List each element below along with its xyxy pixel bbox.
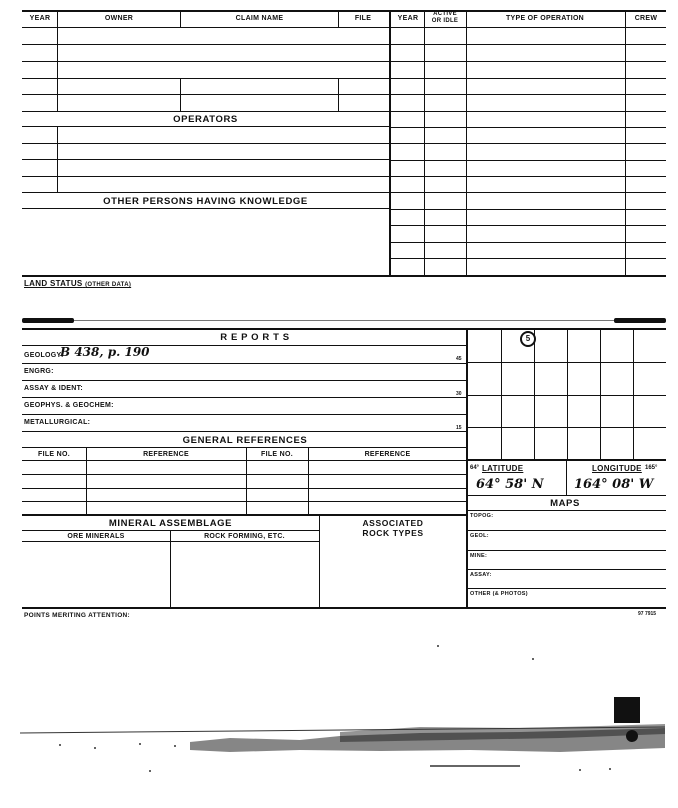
header-or-idle: OR IDLE	[431, 18, 459, 24]
col-reference-2: REFERENCE	[364, 451, 411, 458]
reports-title: R E P O R T S	[220, 332, 290, 343]
land-status-label: LAND STATUS (OTHER DATA)	[24, 279, 132, 288]
associated-label: ASSOCIATED	[362, 518, 424, 528]
header-claim-name: CLAIM NAME	[235, 15, 284, 22]
maps-assay: ASSAY:	[470, 572, 492, 578]
geology-label: GEOLOGY:	[24, 352, 64, 359]
maps-topog: TOPOG:	[470, 513, 494, 519]
geology-value: B 438, p. 190	[60, 345, 150, 359]
header-file: FILE	[354, 15, 372, 22]
num-15: 15	[456, 425, 462, 431]
col-file-no-2: FILE NO.	[261, 451, 293, 458]
latitude-value: 64° 58' N	[476, 477, 544, 492]
header-year-2: YEAR	[397, 15, 419, 22]
longitude-value: 164° 08' W	[574, 477, 654, 492]
metallurgical-label: METALLURGICAL:	[24, 419, 91, 426]
maps-geol: GEOL:	[470, 533, 489, 539]
latitude-label: LATITUDE	[482, 464, 524, 473]
num-30: 30	[456, 391, 462, 397]
geophys-label: GEOPHYS. & GEOCHEM:	[24, 402, 114, 409]
other-persons-title: OTHER PERSONS HAVING KNOWLEDGE	[103, 196, 308, 207]
header-crew: CREW	[634, 15, 658, 22]
engrg-label: ENGRG:	[24, 368, 54, 375]
header-active: ACTIVE	[433, 11, 457, 17]
longitude-label: LONGITUDE	[592, 464, 642, 473]
form-number: 97 7915	[638, 611, 657, 617]
lat-note: 64°	[470, 465, 480, 471]
grid-marker: 5	[520, 331, 536, 347]
long-note: 165°	[645, 465, 658, 471]
header-type-of-operation: TYPE OF OPERATION	[505, 15, 585, 22]
header-owner: OWNER	[104, 15, 134, 22]
maps-title: MAPS	[550, 498, 580, 509]
mineral-assemblage-title: MINERAL ASSEMBLAGE	[108, 518, 233, 529]
header-year: YEAR	[29, 15, 51, 22]
col-file-no-1: FILE NO.	[38, 451, 70, 458]
num-45: 45	[456, 356, 462, 362]
operators-title: OPERATORS	[173, 114, 238, 125]
points-meriting-attention: POINTS MERITING ATTENTION:	[24, 612, 131, 619]
maps-other: OTHER (& PHOTOS)	[470, 591, 528, 597]
assay-ident-label: ASSAY & IDENT:	[24, 385, 84, 392]
rock-types-label: ROCK TYPES	[362, 528, 424, 538]
rock-forming-label: ROCK FORMING, ETC.	[204, 533, 285, 540]
general-references-title: GENERAL REFERENCES	[182, 435, 308, 446]
col-reference-1: REFERENCE	[143, 451, 189, 458]
ore-minerals-label: ORE MINERALS	[67, 533, 125, 540]
maps-mine: MINE:	[470, 553, 488, 559]
